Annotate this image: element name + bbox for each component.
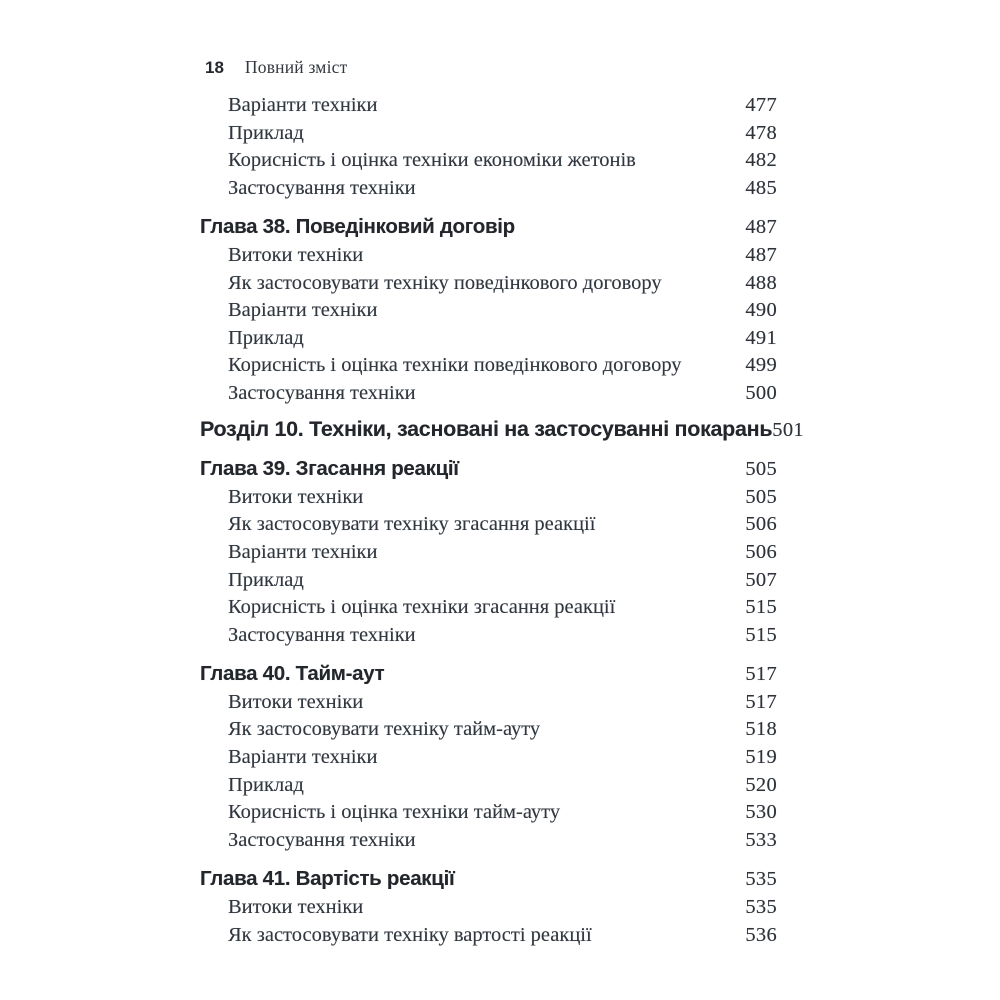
toc-entry	[200, 270, 777, 298]
toc-entry-title: Витоки техніки	[228, 485, 364, 508]
toc-entry-page: 506	[745, 540, 777, 563]
toc-entry-title: Варіанти техніки	[228, 540, 378, 563]
toc-entry-page: 533	[745, 828, 777, 851]
toc-entry	[200, 827, 777, 855]
toc-entry-page: 507	[745, 568, 777, 591]
toc-entry	[200, 594, 777, 622]
toc-entry-page: 501	[772, 418, 804, 441]
toc-entry-title: Застосування техніки	[228, 623, 416, 646]
toc-entry-page: 517	[745, 690, 777, 713]
toc-entry	[200, 772, 777, 800]
toc-entry-title: Глава 38. Поведінковий договір	[200, 215, 515, 239]
toc-entry	[200, 660, 777, 689]
toc-entry	[200, 213, 777, 242]
toc-entry-title: Приклад	[228, 568, 304, 591]
toc-entry	[200, 799, 777, 827]
toc-entry-page: 487	[745, 243, 777, 266]
toc-entry-title: Застосування техніки	[228, 828, 416, 851]
toc-entry-title: Витоки техніки	[228, 243, 364, 266]
toc-entry	[200, 325, 777, 353]
toc-entry-title: Глава 39. Згасання реакції	[200, 457, 459, 481]
toc-entry-page: 535	[745, 896, 777, 919]
toc-entry-page: 518	[745, 718, 777, 741]
toc-entry	[200, 567, 777, 595]
toc-entry-page: 482	[745, 149, 777, 172]
toc-entry-title: Глава 40. Тайм-аут	[200, 662, 385, 686]
toc-entry-page: 505	[745, 458, 777, 481]
toc-entry-title: Варіанти техніки	[228, 746, 378, 769]
toc-entry	[200, 147, 777, 175]
toc-entry-title: Як застосовувати техніку тайм-ауту	[228, 718, 541, 741]
toc-list	[200, 92, 804, 949]
toc-entry-title: Корисність і оцінка техніки економіки жетонів	[228, 149, 636, 172]
toc-entry-title: Витоки техніки	[228, 690, 364, 713]
toc-entry	[200, 894, 777, 922]
toc-entry	[200, 416, 804, 445]
toc-entry-page: 517	[745, 663, 777, 686]
toc-entry-title: Застосування техніки	[228, 381, 416, 404]
toc-entry	[200, 689, 777, 717]
toc-entry	[200, 539, 777, 567]
toc-entry-title: Корисність і оцінка техніки поведінкового договору	[228, 354, 682, 377]
toc-entry-title: Корисність і оцінка техніки згасання реакції	[228, 596, 616, 619]
toc-entry	[200, 352, 777, 380]
toc-entry-page: 488	[745, 271, 777, 294]
toc-entry-title: Застосування техніки	[228, 176, 416, 199]
toc-entry-page: 506	[745, 513, 777, 536]
toc-entry-title: Варіанти техніки	[228, 299, 378, 322]
toc-entry-title: Як застосовувати техніку згасання реакції	[228, 513, 596, 536]
toc-entry-page: 515	[745, 623, 777, 646]
toc-entry-title: Корисність і оцінка техніки тайм-ауту	[228, 801, 561, 824]
toc-entry	[200, 865, 777, 894]
toc-entry-page: 478	[745, 121, 777, 144]
toc-entry	[200, 297, 777, 325]
toc-entry-page: 515	[745, 596, 777, 619]
toc-entry	[200, 175, 777, 203]
toc-entry-title: Як застосовувати техніку поведінкового договору	[228, 271, 662, 294]
toc-entry-title: Приклад	[228, 326, 304, 349]
toc-entry-title: Глава 41. Вартість реакції	[200, 867, 455, 891]
toc-entry-page: 491	[745, 326, 777, 349]
toc-entry-page: 490	[745, 299, 777, 322]
toc-entry	[200, 120, 777, 148]
toc-entry-page: 536	[745, 923, 777, 946]
toc-entry-page: 535	[745, 868, 777, 891]
toc-entry	[200, 380, 777, 408]
toc-entry-page: 477	[745, 94, 777, 116]
toc-entry	[200, 716, 777, 744]
toc-entry-page: 487	[745, 216, 777, 239]
running-title: Повний зміст	[244, 57, 348, 77]
folio-page-number: 18	[205, 58, 224, 77]
page-header	[205, 57, 347, 78]
toc-entry-page: 519	[745, 746, 777, 769]
toc-entry	[200, 511, 777, 539]
toc-entry-page: 505	[745, 485, 777, 508]
toc-entry-page: 530	[745, 801, 777, 824]
toc-entry-title: Приклад	[228, 121, 304, 144]
toc-entry	[200, 922, 777, 950]
toc-entry	[200, 484, 777, 512]
toc-entry	[200, 744, 777, 772]
toc-entry-title: Варіанти техніки	[228, 94, 378, 116]
toc-entry-title: Приклад	[228, 773, 304, 796]
toc-entry	[200, 455, 777, 484]
toc-entry-title: Як застосовувати техніку вартості реакції	[228, 923, 592, 946]
toc-entry-page: 485	[745, 176, 777, 199]
toc-entry-title: Витоки техніки	[228, 896, 364, 919]
toc-entry-page: 520	[745, 773, 777, 796]
toc-entry	[200, 242, 777, 270]
toc-entry	[200, 92, 777, 120]
toc-entry-page: 499	[745, 354, 777, 377]
toc-entry-title: Розділ 10. Техніки, засновані на застосуванні покарань	[200, 416, 773, 441]
toc-entry-page: 500	[745, 381, 777, 404]
toc-entry	[200, 622, 777, 650]
